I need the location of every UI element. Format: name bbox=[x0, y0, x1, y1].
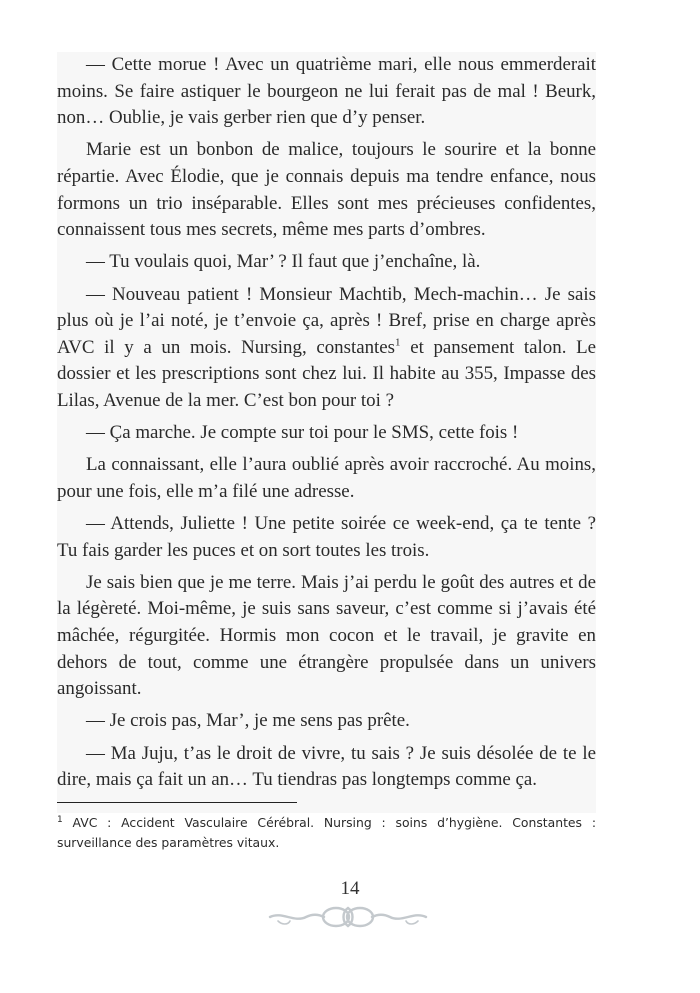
paragraph-text-part: et pansement talon. Le dossier et les prescriptions sont chez lui. Il habite au 355, Impasse des Lilas, Avenue de la mer. C’est bon pour toi ? bbox=[57, 336, 597, 411]
paragraph-dialogue-ca-marche: — Ça marche. Je compte sur toi pour le SMS, cette fois ! bbox=[86, 422, 519, 444]
paragraph-dialogue-morue: — Cette morue ! Avec un quatrième mari, elle nous emmerderait moins. Se faire astiquer le bourgeon ne lui ferait pas de mal ! Beurk, non… Oublie, je vais gerber rien que d’y penser. bbox=[57, 54, 596, 129]
paragraph-je-sais-bien: Je sais bien que je me terre. Mais j’ai perdu le goût des autres et de la légèreté. Moi-même, je suis sans saveur, c’est comme si j’avais été mâchée, régurgitée. Hormis mon cocon et le travail, je gravite en dehors de tout, comme une étrangère propulsée dans un univers angoissant. bbox=[57, 571, 596, 700]
footnote bbox=[57, 813, 596, 853]
paragraph-text-part: — Nouveau patient ! Monsieur Machtib, Mech-machin… Je sais plus où je l’ai noté, je t’envoie ça, après ! Bref, prise en charge après AVC il y a un mois. Nursing, constantes bbox=[57, 283, 596, 358]
paragraph-nouveau-patient bbox=[57, 282, 596, 415]
footnote-reference: 1 bbox=[395, 336, 401, 349]
footnote-mark: 1 bbox=[57, 814, 63, 825]
decorative-ornament-icon bbox=[268, 902, 428, 932]
footnote-text: AVC : Accident Vasculaire Cérébral. Nursing : soins d’hygiène. Constantes : surveillance des paramètres vitaux. bbox=[57, 815, 596, 850]
paragraph-dialogue-je-crois-pas: — Je crois pas, Mar’, je me sens pas prête. bbox=[86, 710, 410, 732]
paragraph-dialogue-tu-voulais: — Tu voulais quoi, Mar’ ? Il faut que j’enchaîne, là. bbox=[86, 251, 481, 273]
paragraph-marie: Marie est un bonbon de malice, toujours le sourire et la bonne répartie. Avec Élodie, que je connais depuis ma tendre enfance, nous formons un trio inséparable. Elles sont mes précieuses confidentes, connaissent tous mes secrets, même mes parts d’ombres. bbox=[57, 139, 596, 241]
paragraph-dialogue-attends: — Attends, Juliette ! Une petite soirée ce week-end, ça te tente ? Tu fais garder les puces et on sort toutes les trois. bbox=[57, 513, 596, 561]
paragraph-dialogue-ma-juju: — Ma Juju, t’as le droit de vivre, tu sais ? Je suis désolée de te le dire, mais ça fait un an… Tu tiendras pas longtemps comme ça. bbox=[57, 742, 596, 791]
paragraph-la-connaissant: La connaissant, elle l’aura oublié après avoir raccroché. Au moins, pour une fois, elle m’a filé une adresse. bbox=[57, 454, 596, 502]
page-number: 14 bbox=[340, 878, 360, 899]
body-text bbox=[57, 52, 596, 813]
footnote-divider bbox=[57, 802, 297, 803]
